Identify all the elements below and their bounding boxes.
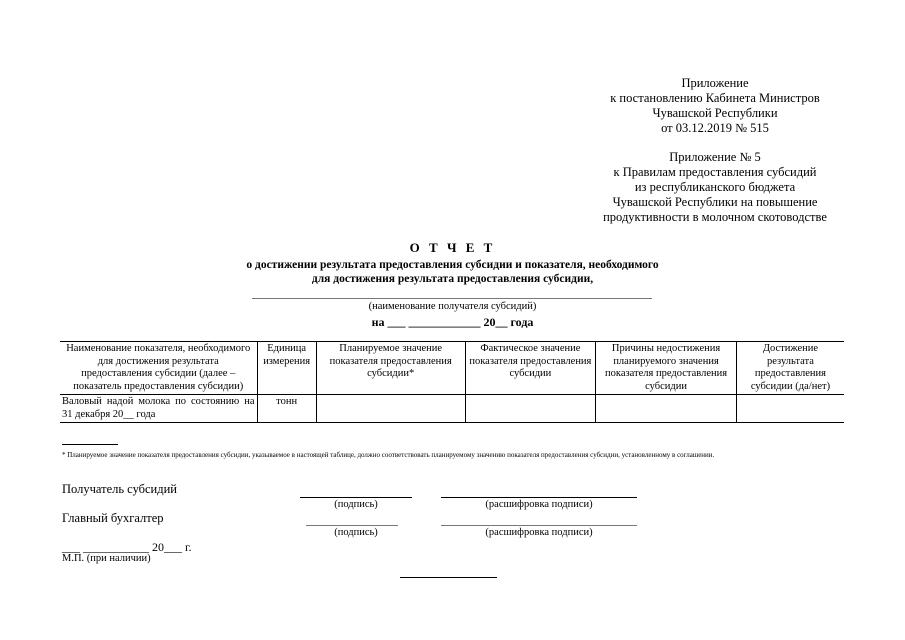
appendix-title: Приложение № 5 <box>669 150 761 164</box>
appendix-title: Приложение <box>681 76 749 90</box>
document-end-line <box>400 577 497 578</box>
signature-line <box>306 525 398 526</box>
report-subtitle-line: о достижении результата предоставления субсидии и показателя, необходимого <box>246 259 659 271</box>
stamp-note: М.П. (при наличии) <box>62 553 151 564</box>
table-cell-unit: тонн <box>257 395 316 423</box>
signature-line <box>300 497 412 498</box>
table-row <box>60 395 844 423</box>
table-header-row <box>60 342 844 395</box>
appendix-line: Чувашской Республики на повышение <box>612 195 818 209</box>
appendix-decree-block <box>575 76 855 136</box>
table-cell-reasons <box>596 395 737 423</box>
recipient-signature-label: Получатель субсидий <box>62 482 177 496</box>
table-cell-planned <box>316 395 465 423</box>
accountant-signature-label: Главный бухгалтер <box>62 511 164 525</box>
report-subtitle-line: для достижения результата предоставления субсидии, <box>311 273 594 285</box>
indicator-table <box>60 341 844 423</box>
signature-caption: (подпись) <box>334 499 378 510</box>
table-header: Наименование показателя, необходимого для достижения результата предоставления субсидии (далее – показатель предоставления субсидии) <box>60 342 257 395</box>
appendix-rules-block <box>560 150 870 225</box>
signature-caption: (подпись) <box>334 527 378 538</box>
appendix-line: продуктивности в молочном скотоводстве <box>603 210 827 224</box>
footnote-separator <box>62 444 118 445</box>
table-cell-indicator-name: Валовый надой молока по состоянию на 31 декабря 20__ года <box>60 395 257 423</box>
appendix-line: Чувашской Республики <box>652 106 778 120</box>
table-cell-achievement <box>736 395 844 423</box>
signing-date: ___ ___________ 20___ г. <box>62 540 192 554</box>
table-header: Достижение результата предоставления субсидии (да/нет) <box>736 342 844 395</box>
table-header: Планируемое значение показателя предоставления субсидии* <box>316 342 465 395</box>
table-cell-actual <box>465 395 596 423</box>
signature-decoding-line <box>441 525 637 526</box>
appendix-decree-date: от 03.12.2019 № 515 <box>661 121 769 135</box>
appendix-line: из республиканского бюджета <box>634 180 796 194</box>
report-title: О Т Ч Е Т <box>409 240 496 255</box>
recipient-name-caption: (наименование получателя субсидий) <box>368 301 537 312</box>
appendix-line: к Правилам предоставления субсидий <box>613 165 817 179</box>
report-subtitle <box>150 258 755 286</box>
footnote: * Планируемое значение показателя предоставления субсидии, указываемое в настоящей таблице, должно соответствовать планируемому значению показателя предоставления субсидии, установленному в соглашении. <box>62 451 715 459</box>
signature-decoding-line <box>441 497 637 498</box>
table-header: Фактическое значение показателя предоставления субсидии <box>465 342 596 395</box>
table-header: Причины недостижения планируемого значения показателя предоставления субсидии <box>596 342 737 395</box>
appendix-line: к постановлению Кабинета Министров <box>610 91 820 105</box>
recipient-name-line <box>252 298 652 299</box>
signature-decoding-caption: (расшифровка подписи) <box>485 527 593 538</box>
report-period: на ___ ____________ 20__ года <box>371 315 534 329</box>
signature-decoding-caption: (расшифровка подписи) <box>485 499 593 510</box>
table-header: Единица измерения <box>257 342 316 395</box>
